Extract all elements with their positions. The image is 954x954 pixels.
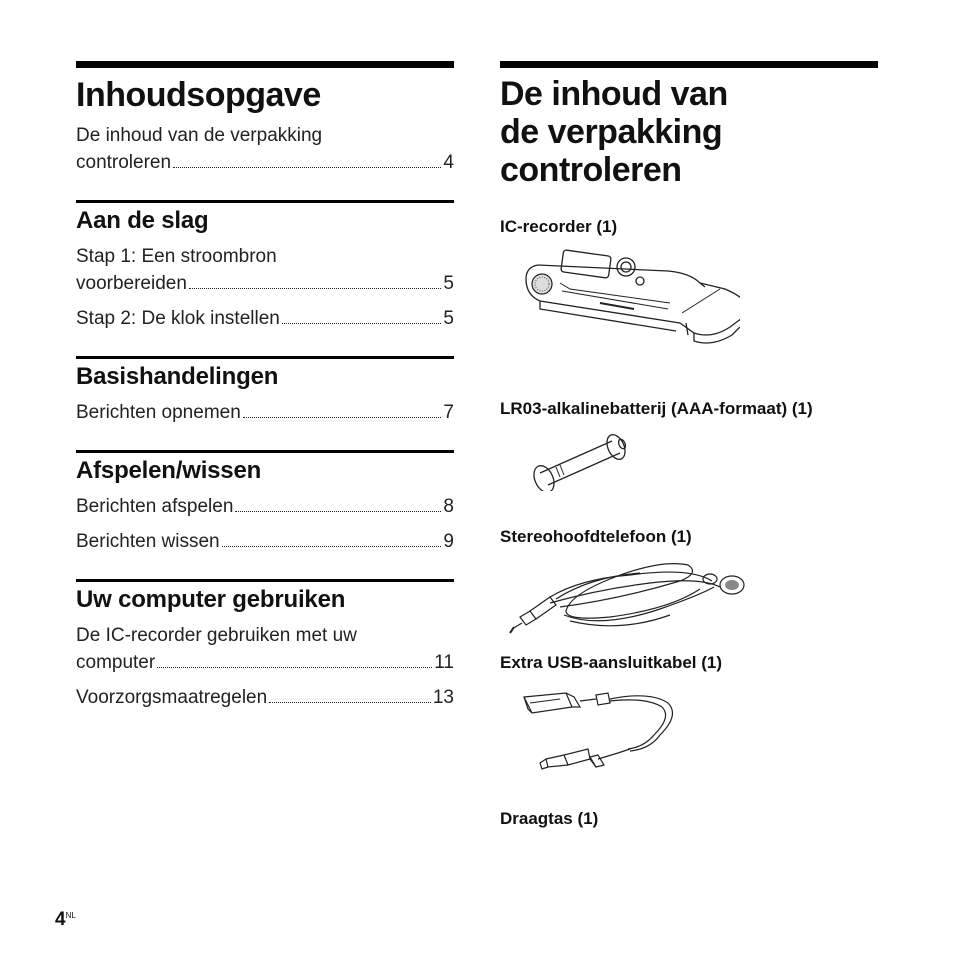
section-rule: [76, 579, 454, 582]
item-label: IC-recorder (1): [500, 217, 618, 236]
toc-entry-line: Berichten afspelen: [76, 496, 234, 517]
section-rule: [76, 450, 454, 453]
toc-entry-line: Stap 2: De klok instellen: [76, 308, 280, 329]
item-carrying-pouch: [500, 807, 878, 831]
dot-leader: [235, 510, 441, 512]
dot-leader: [189, 287, 442, 289]
toc-entry-line: Berichten wissen: [76, 531, 220, 552]
usb-cable-illustration: [500, 689, 878, 771]
toc-entry[interactable]: [76, 684, 454, 711]
section-heading: Afspelen/wissen: [76, 457, 262, 484]
page-number: [55, 909, 76, 931]
toc-section-uw-computer-gebruiken: [76, 579, 454, 711]
dot-leader: [282, 322, 442, 324]
ic-recorder-illustration: [500, 249, 878, 359]
toc-entry-line: Stap 1: Een stroombron: [76, 246, 277, 267]
toc-entry[interactable]: [76, 622, 454, 676]
toc-entry-line: voorbereiden: [76, 273, 187, 294]
toc-entry-line: Berichten opnemen: [76, 402, 241, 423]
toc-entry[interactable]: [76, 528, 454, 555]
toc-page-number: 11: [434, 652, 454, 673]
toc-entry[interactable]: [76, 493, 454, 520]
item-usb-cable: [500, 651, 878, 771]
toc-page-number: 13: [432, 687, 454, 708]
toc-entry-line: De IC-recorder gebruiken met uw: [76, 625, 357, 646]
section-rule: [76, 200, 454, 203]
section-heading: Aan de slag: [76, 207, 209, 234]
toc-section-afspelen-wissen: [76, 450, 454, 555]
contents-title-line: de verpakking: [500, 113, 723, 151]
toc-entry[interactable]: [76, 399, 454, 426]
usb-cable-icon: [500, 689, 700, 771]
language-code: NL: [65, 911, 76, 920]
contents-title-line: controleren: [500, 151, 682, 189]
toc-intro: [76, 122, 454, 176]
item-label: Extra USB-aansluitkabel (1): [500, 653, 723, 672]
toc-page-number: 9: [443, 531, 454, 552]
toc-entry[interactable]: [76, 305, 454, 332]
item-label: Draagtas (1): [500, 809, 599, 828]
item-label: LR03-alkalinebatterij (AAA-formaat) (1): [500, 399, 813, 418]
contents-title: [500, 75, 878, 189]
toc-entry[interactable]: [76, 122, 454, 176]
toc-section-basishandelingen: [76, 356, 454, 426]
headphones-illustration: [500, 559, 878, 641]
item-label: Stereohoofdtelefoon (1): [500, 527, 692, 546]
toc-page-number: 7: [443, 402, 454, 423]
dot-leader: [222, 545, 442, 547]
contents-title-line: De inhoud van: [500, 75, 728, 113]
toc-page-number: 5: [443, 273, 454, 294]
dot-leader: [243, 416, 442, 418]
dot-leader: [173, 166, 441, 168]
toc-entry-line: Voorzorgsmaatregelen: [76, 687, 268, 708]
page-number-value: 4: [55, 909, 66, 930]
title-rule: [500, 61, 878, 68]
battery-illustration: [500, 427, 878, 491]
item-headphones: [500, 525, 878, 641]
headphones-icon: [500, 559, 750, 641]
ic-recorder-icon: [500, 249, 740, 359]
toc-entry-line: computer: [76, 652, 156, 673]
toc-page-number: 8: [443, 496, 454, 517]
battery-icon: [500, 427, 640, 491]
toc-entry-line: De inhoud van de verpakking: [76, 125, 323, 146]
title-rule: [76, 61, 454, 68]
toc-title: Inhoudsopgave: [76, 76, 321, 114]
toc-page-number: 5: [443, 308, 454, 329]
toc-entry[interactable]: [76, 243, 454, 297]
toc-page-number: 4: [443, 152, 454, 173]
dot-leader: [157, 666, 432, 668]
section-heading: Basishandelingen: [76, 363, 279, 390]
dot-leader: [269, 701, 431, 703]
toc-section-aan-de-slag: [76, 200, 454, 332]
toc-entry-line: controleren: [76, 152, 172, 173]
section-heading: Uw computer gebruiken: [76, 586, 346, 613]
section-rule: [76, 356, 454, 359]
table-of-contents: [76, 61, 454, 711]
item-ic-recorder: [500, 215, 878, 359]
item-battery: [500, 397, 878, 491]
package-contents: [500, 61, 878, 831]
